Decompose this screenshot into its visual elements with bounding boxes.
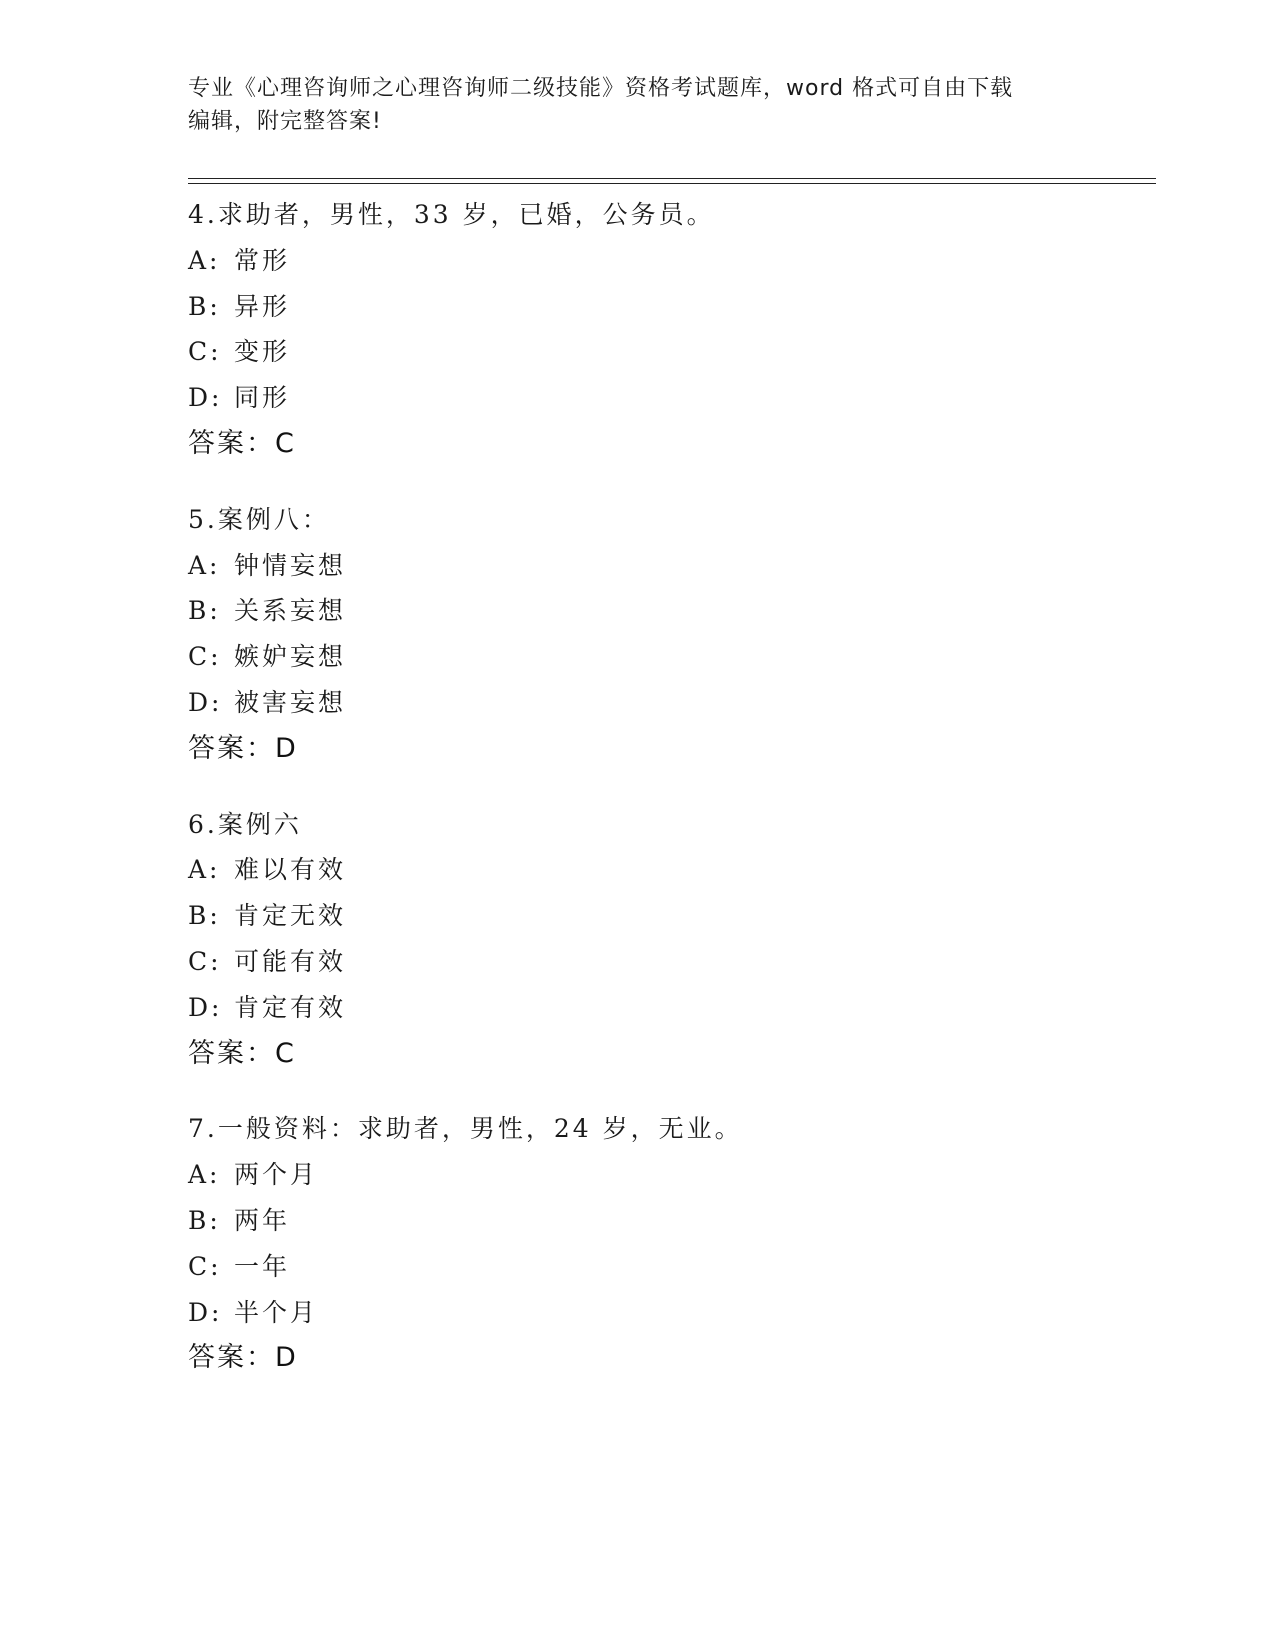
header-divider-bottom (188, 183, 1156, 184)
answer-line: 答案：C (188, 427, 296, 459)
option-letter: A: (188, 245, 221, 275)
answer-line: 答案：C (188, 1037, 296, 1069)
option-letter: A: (188, 1160, 221, 1190)
option-d (188, 985, 1148, 1031)
question-stem: 5.案例八： (188, 504, 330, 534)
option-a (188, 847, 1148, 893)
option-letter: D: (188, 1297, 223, 1327)
question-4 (188, 192, 1148, 467)
option-letter: B: (188, 291, 221, 321)
option-letter: A: (188, 855, 221, 885)
option-text: 被害妄想 (234, 687, 347, 717)
option-text: 肯定有效 (234, 992, 347, 1022)
question-6 (188, 802, 1148, 1077)
option-letter: D: (188, 992, 223, 1022)
option-d (188, 375, 1148, 421)
option-letter: B: (188, 901, 221, 931)
option-text: 钟情妄想 (234, 550, 347, 580)
question-stem: 7.一般资料：求助者，男性，24 岁，无业。 (188, 1114, 743, 1144)
answer-line: 答案：D (188, 1342, 298, 1374)
option-letter: B: (188, 596, 221, 626)
option-letter: C: (188, 337, 222, 367)
option-b (188, 1198, 1148, 1244)
question-7 (188, 1106, 1148, 1381)
option-c (188, 634, 1148, 680)
option-b (188, 588, 1148, 634)
option-text: 一年 (234, 1251, 291, 1281)
option-text: 两年 (234, 1205, 291, 1235)
option-d (188, 1290, 1148, 1336)
option-text: 肯定无效 (234, 901, 347, 931)
question-stem: 4.求助者，男性，33 岁，已婚，公务员。 (188, 200, 715, 229)
option-letter: A: (188, 550, 221, 580)
option-text: 异形 (234, 291, 291, 321)
option-text: 关系妄想 (234, 596, 347, 626)
option-letter: C: (188, 946, 222, 976)
option-text: 同形 (234, 383, 291, 413)
question-list (188, 192, 1148, 1411)
question-5 (188, 497, 1148, 772)
header-divider-top (188, 178, 1156, 179)
option-a (188, 543, 1148, 589)
option-a (188, 1152, 1148, 1198)
option-letter: D: (188, 383, 223, 413)
question-stem: 6.案例六 (188, 809, 302, 839)
option-text: 嫉妒妄想 (234, 642, 347, 672)
header-line-1: 专业《心理咨询师之心理咨询师二级技能》资格考试题库，word 格式可自由下载 (188, 76, 1014, 101)
option-b (188, 284, 1148, 330)
option-d (188, 680, 1148, 726)
option-text: 常形 (234, 245, 291, 275)
option-text: 变形 (234, 337, 291, 367)
answer-line: 答案：D (188, 732, 298, 764)
option-c (188, 329, 1148, 375)
option-letter: D: (188, 687, 223, 717)
option-text: 难以有效 (234, 855, 347, 885)
option-text: 半个月 (234, 1297, 319, 1327)
option-c (188, 939, 1148, 985)
option-a (188, 238, 1148, 284)
option-letter: C: (188, 1251, 222, 1281)
header-line-2: 编辑，附完整答案! (188, 109, 382, 134)
document-header (188, 72, 1088, 138)
option-c (188, 1244, 1148, 1290)
option-letter: B: (188, 1205, 221, 1235)
option-b (188, 893, 1148, 939)
option-text: 两个月 (234, 1160, 319, 1190)
option-letter: C: (188, 642, 222, 672)
option-text: 可能有效 (234, 946, 347, 976)
